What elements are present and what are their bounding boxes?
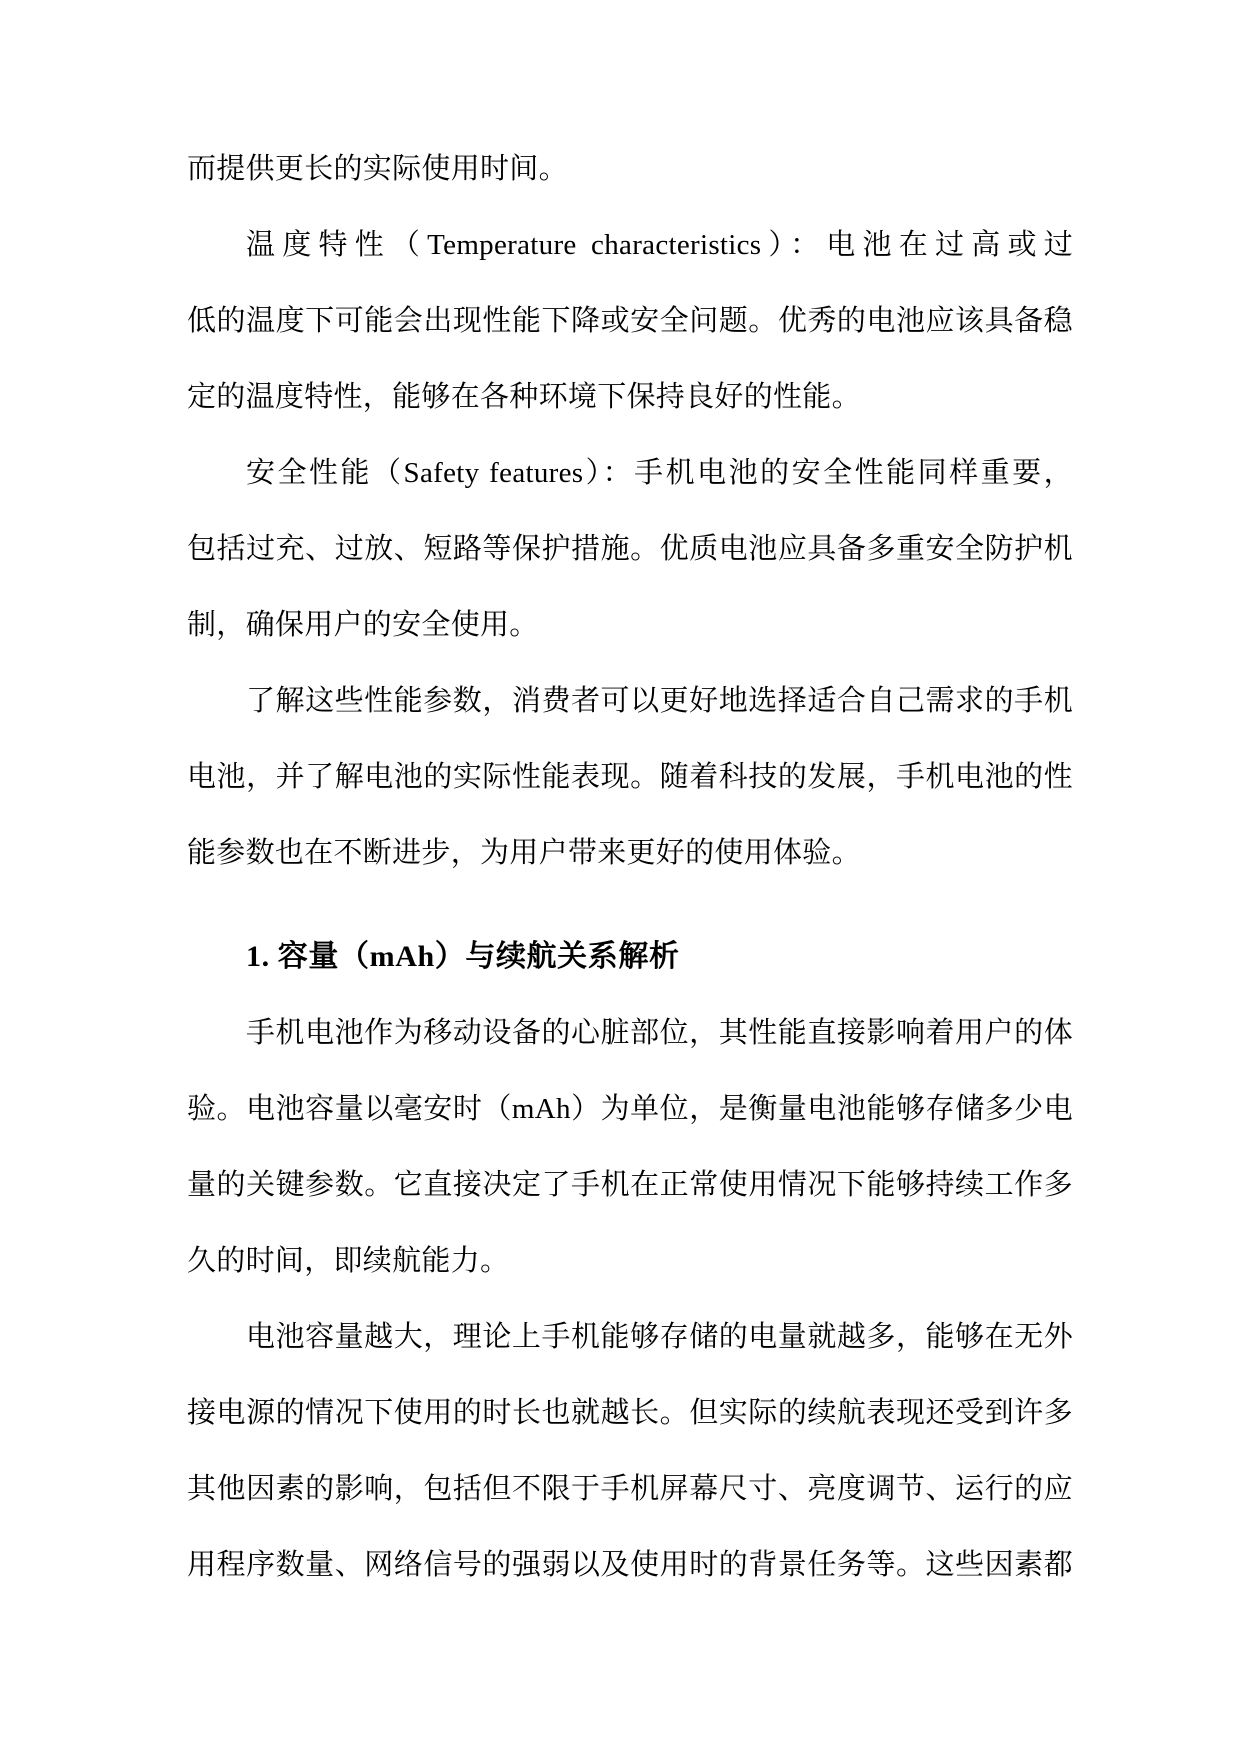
text-line: 定的温度特性，能够在各种环境下保持良好的性能。 bbox=[187, 381, 861, 413]
text-line: 用程序数量、网络信号的强弱以及使用时的背景任务等。这些因素都 bbox=[187, 1549, 1073, 1581]
text-line: 验。电池容量以毫安时（mAh）为单位，是衡量电池能够存储多少电 bbox=[187, 1093, 1073, 1125]
text-line: 能参数也在不断进步，为用户带来更好的使用体验。 bbox=[187, 837, 861, 869]
text-line: 包括过充、过放、短路等保护措施。优质电池应具备多重安全防护机 bbox=[187, 533, 1073, 565]
text-line: 电池，并了解电池的实际性能表现。随着科技的发展，手机电池的性 bbox=[187, 761, 1073, 793]
text-line: 制，确保用户的安全使用。 bbox=[187, 609, 539, 641]
text-line: 量的关键参数。它直接决定了手机在正常使用情况下能够持续工作多 bbox=[187, 1169, 1073, 1201]
text-line: 手机电池作为移动设备的心脏部位，其性能直接影响着用户的体 bbox=[246, 1017, 1073, 1049]
text-line: 电池容量越大，理论上手机能够存储的电量就越多，能够在无外 bbox=[246, 1321, 1073, 1353]
text-line: 低的温度下可能会出现性能下降或安全问题。优秀的电池应该具备稳 bbox=[187, 305, 1073, 337]
text-line: 温度特性（Temperature characteristics）：电池在过高或过 bbox=[246, 229, 1073, 261]
section-heading: 1. 容量（mAh）与续航关系解析 bbox=[246, 940, 680, 973]
text-line: 而提供更长的实际使用时间。 bbox=[187, 153, 568, 185]
document-body bbox=[187, 131, 1073, 1603]
text-line: 接电源的情况下使用的时长也就越长。但实际的续航表现还受到许多 bbox=[187, 1397, 1073, 1429]
text-line: 久的时间，即续航能力。 bbox=[187, 1245, 510, 1277]
text-line: 安全性能（Safety features）：手机电池的安全性能同样重要， bbox=[246, 457, 1073, 489]
text-line: 了解这些性能参数，消费者可以更好地选择适合自己需求的手机 bbox=[246, 685, 1073, 717]
text-line: 其他因素的影响，包括但不限于手机屏幕尺寸、亮度调节、运行的应 bbox=[187, 1473, 1073, 1505]
